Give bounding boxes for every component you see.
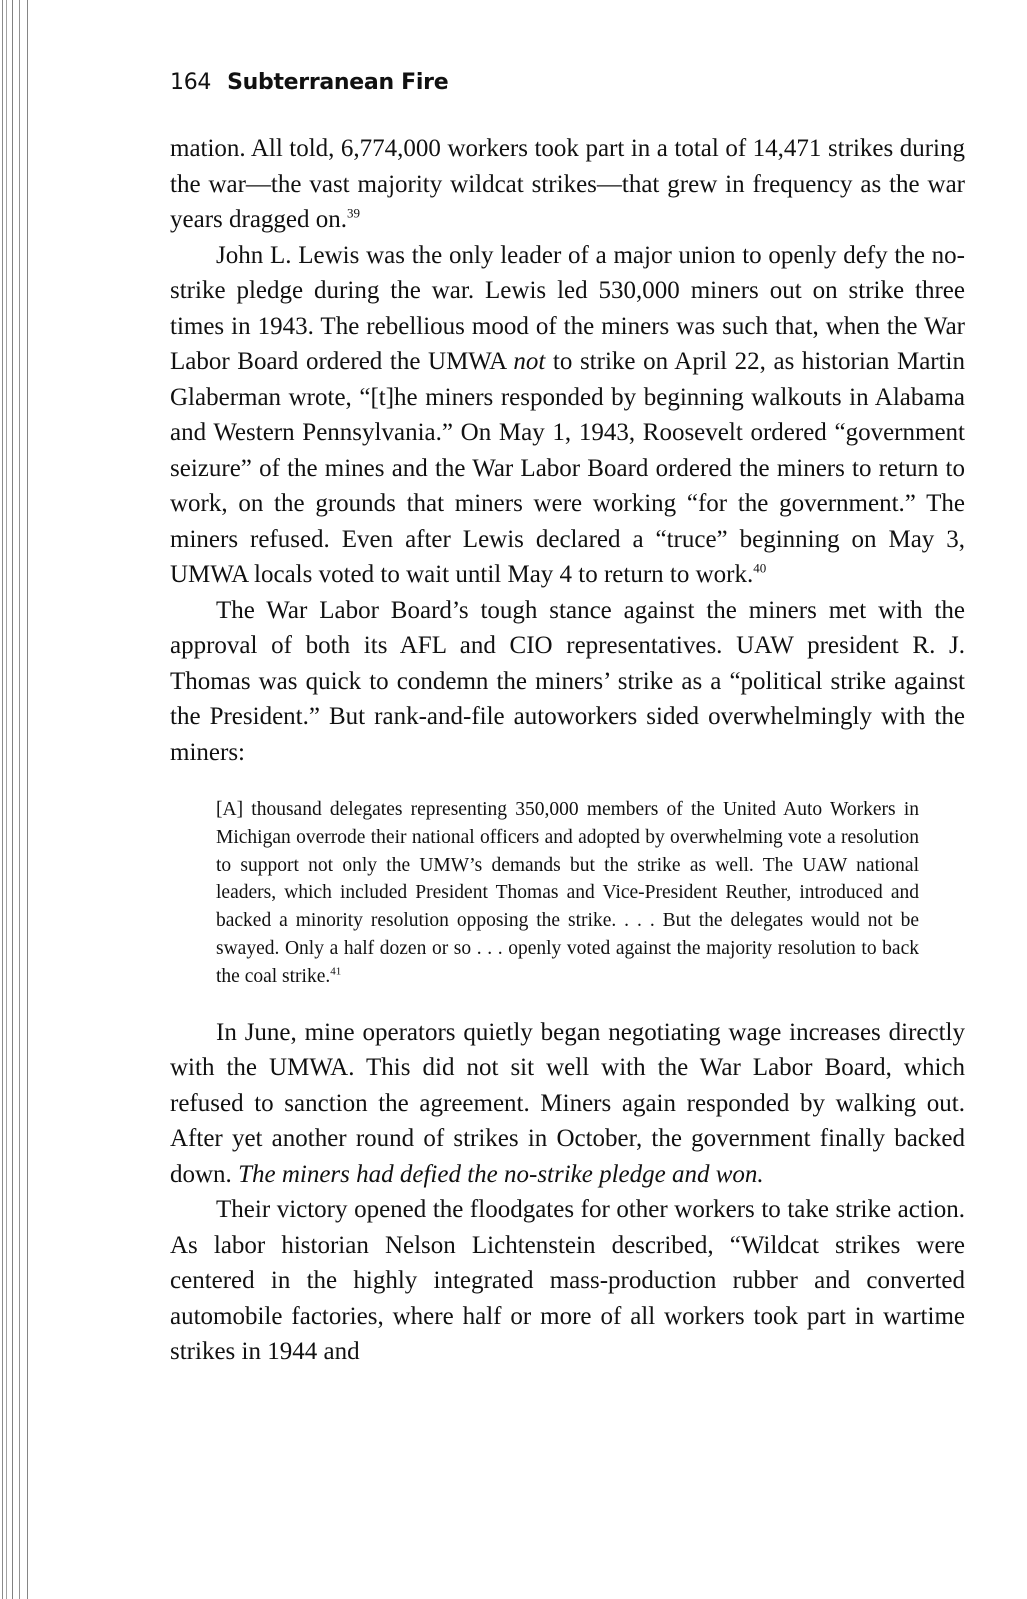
block-quote-text: [A] thousand delegates representing 350,000 members of the United Auto Workers in Michigan overrode their national officers and adopted by overwhelming vote a resolution to support not only the UMW’s demands but the strike as well. The UAW national leaders, which included President Thomas and Vice-President Reuther, introduced and backed a minority resolution opposing the strike. . . . But the delegates would not be swayed. Only a half dozen or so . . . openly voted against the majority resolution to back the coal strike. bbox=[216, 799, 919, 987]
paragraph-5 bbox=[170, 1192, 965, 1370]
paragraph-4 bbox=[170, 1015, 965, 1193]
body-text bbox=[170, 131, 965, 770]
paragraph-4-text: In June, mine operators quietly began negotiating wage increases directly with the UMWA. This did not sit well with the War Labor Board, which refused to sanction the agreement. Miners again responded by walking out. After yet another round of strikes in October, the government finally backed down. bbox=[170, 1018, 965, 1188]
paragraph-5-text: Their victory opened the floodgates for other workers to take strike action. As labor historian Nelson Lichtenstein described, “Wildcat strikes were centered in the highly integrated mass-production rubber and converted automobile factories, where half or more of all workers took part in wartime strikes in 1944 and bbox=[170, 1196, 965, 1366]
paragraph-2 bbox=[170, 238, 965, 593]
paragraph-3 bbox=[170, 593, 965, 771]
page-number: 164 bbox=[170, 70, 212, 95]
block-quote bbox=[216, 796, 919, 991]
running-head bbox=[170, 70, 965, 95]
body-text-continued bbox=[170, 1015, 965, 1370]
paragraph-1 bbox=[170, 131, 965, 238]
paragraph-1-text: mation. All told, 6,774,000 workers took part in a total of 14,471 strikes during the war—the vast majority wildcat strikes—that grew in frequency as the war years dragged on. bbox=[170, 135, 965, 233]
book-page bbox=[170, 70, 965, 1370]
paragraph-4-italic: The miners had defied the no-strike pledge and won. bbox=[238, 1160, 764, 1188]
footnote-ref-39: 39 bbox=[347, 205, 361, 221]
scanned-binding-edge bbox=[0, 0, 44, 1599]
paragraph-3-text: The War Labor Board’s tough stance against the miners met with the approval of both its AFL and CIO representatives. UAW president R. J. Thomas was quick to condemn the miners’ strike as a “political strike against the President.” But rank-and-file autoworkers sided overwhelmingly with the miners: bbox=[170, 596, 965, 766]
paragraph-2-text-b: to strike on April 22, as historian Martin Glaberman wrote, “[t]he miners responded by beginning walkouts in Alabama and Western Pennsylvania.” On May 1, 1943, Roosevelt ordered “government seizure” of the mines and the War Labor Board ordered the miners to return to work, on the grounds that miners were working “for the government.” The miners refused. Even after Lewis declared a “truce” beginning on May 3, UMWA locals voted to wait until May 4 to return to work. bbox=[170, 348, 966, 588]
paragraph-2-text-a: John L. Lewis was the only leader of a major union to openly defy the no-strike pledge during the war. Lewis led 530,000 miners out on strike three times in 1943. The rebellious mood of the miners was such that, when the War Labor Board ordered the UMWA bbox=[170, 241, 965, 375]
paragraph-2-italic: not bbox=[513, 348, 546, 375]
book-title: Subterranean Fire bbox=[227, 70, 449, 95]
footnote-ref-40: 40 bbox=[753, 560, 767, 576]
footnote-ref-41: 41 bbox=[330, 965, 342, 978]
